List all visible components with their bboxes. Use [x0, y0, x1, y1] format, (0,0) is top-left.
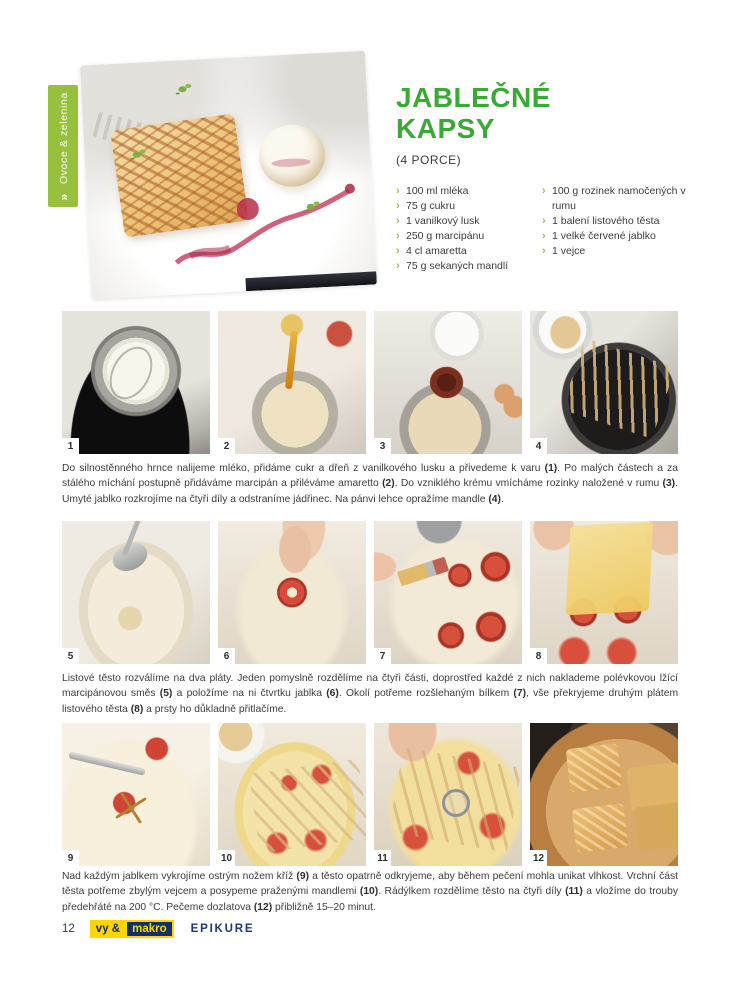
ingredient-item: › 75 g cukru: [396, 200, 456, 212]
step-photo-row-2: [62, 521, 678, 664]
chevron-bullet-icon: ›: [396, 260, 400, 272]
chevron-bullet-icon: ›: [542, 215, 546, 227]
vy-a-makro-logo: [90, 920, 174, 938]
step-photo-cutting-cross: [62, 723, 210, 866]
instructions-paragraph-2: Listové těsto rozválíme na dva pláty. Jeden pomyslně rozdělíme na čtyři části, doprostřed každé z nich naklademe polévkovou lžící marcipánovou směs (5) a položíme na ni čtvrtku jablka (6). Okolí potřeme rozšlehaným bílkem (7), vše překryjeme druhým plátem listového těsta (8) a prsty ho důkladně přitlačíme.: [62, 673, 679, 715]
ingredients-column-1: [396, 184, 542, 274]
step-number-badge: 10: [218, 850, 235, 866]
instructions-paragraph-1: Do silnostěnného hrnce nalijeme mléko, přidáme cukr a dřeň z vanilkového lusku a přivedeme k varu (1). Po malých částech a za stálého míchání postupně přidáváme marcipán a přiléváme amaretto (2). Do vzniklého krému vmícháme rozinky naložené v rumu (3). Umyté jablko rozkrojíme na čtyři díly a odstraníme jádřinec. Na pánvi lehce opražíme mandle (4).: [62, 463, 679, 505]
page-title-line1: JABLEČNÉ: [396, 82, 551, 113]
ingredients-column-2: [542, 184, 692, 274]
ingredient-item: › 1 vejce: [542, 245, 586, 257]
chevron-bullet-icon: ›: [396, 230, 400, 242]
chevron-bullet-icon: ›: [542, 245, 546, 257]
ingredient-item: › 1 vanilkový lusk: [396, 215, 480, 227]
step-photo-covering-pastry: [530, 521, 678, 664]
step-number-badge: 6: [218, 648, 235, 664]
category-tab: [48, 85, 78, 207]
category-tab-label: Ovoce & zelenina: [57, 91, 69, 184]
chevron-bullet-icon: ›: [542, 230, 546, 242]
step-photo-row-3: [62, 723, 678, 866]
step-number-badge: 7: [374, 648, 391, 664]
title-block: [396, 82, 676, 167]
chevron-bullet-icon: ›: [396, 200, 400, 212]
step-photo-row-1: [62, 311, 678, 454]
step-number-badge: 11: [374, 850, 391, 866]
berry-sauce-swirl: [80, 51, 377, 300]
magazine-name: EPIKURE: [190, 923, 255, 935]
step-number-badge: 1: [62, 438, 79, 454]
step-photo-baked-in-oven: [530, 723, 678, 866]
double-chevron-icon: »: [55, 192, 71, 201]
step-number-badge: 8: [530, 648, 547, 664]
step-number-badge: 9: [62, 850, 79, 866]
ingredient-item: › 100 g rozinek namočených v rumu: [542, 185, 686, 212]
servings-label: (4 PORCE): [396, 153, 462, 167]
step-photo-toasting-almonds: [530, 311, 678, 454]
baked-pocket-decor: [572, 803, 629, 853]
step-number-badge: 2: [218, 438, 235, 454]
step-photo-pouring-amaretto: [218, 311, 366, 454]
page-number: 12: [62, 923, 75, 935]
chevron-bullet-icon: ›: [396, 185, 400, 197]
ingredient-item: › 100 ml mléka: [396, 185, 469, 197]
herb-garnish: [178, 86, 186, 92]
ingredients-list: [396, 184, 692, 274]
step-photo-sprinkling-almonds: [218, 723, 366, 866]
step-photo-placing-apple: [218, 521, 366, 664]
page-title-line2: KAPSY: [396, 113, 495, 144]
page-footer: [62, 919, 254, 939]
ingredient-item: › 1 velké červené jablko: [542, 230, 656, 242]
ingredient-item: › 75 g sekaných mandlí: [396, 260, 509, 272]
step-number-badge: 3: [374, 438, 391, 454]
step-photo-spooning-marzipan: [62, 521, 210, 664]
logo-makro-segment: makro: [125, 920, 174, 938]
step-number-badge: 5: [62, 648, 79, 664]
ingredient-item: › 250 g marcipánu: [396, 230, 485, 242]
step-photo-pastry-wheel: [374, 723, 522, 866]
step-number-badge: 12: [530, 850, 547, 866]
ingredient-item: › 1 balení listového těsta: [542, 215, 660, 227]
step-number-badge: 4: [530, 438, 547, 454]
category-tab-inner: [57, 92, 70, 201]
hero-dish-photo: [80, 51, 377, 300]
instructions-paragraph-3: Nad každým jablkem vykrojíme ostrým nožem kříž (9) a těsto opatrně odkryjeme, aby během pečení mohla unikat vlhkost. Vrchní část těsta potřeme zbylým vejcem a posypeme praženými mandlemi (10). Rádýlkem rozdělíme těsto na čtyři díly (11) a vložíme do trouby předehřáté na 200 °C. Pečeme dozlatova (12) přibližně 15–20 minut.: [62, 871, 678, 913]
ingredient-item: › 4 cl amaretta: [396, 245, 467, 257]
step-photo-adding-raisins: [374, 311, 522, 454]
step-photo-brushing-egg-white: [374, 521, 522, 664]
chevron-bullet-icon: ›: [396, 245, 400, 257]
chevron-bullet-icon: ›: [542, 185, 546, 197]
chevron-bullet-icon: ›: [396, 215, 400, 227]
step-photo-pot-with-milk-and-whisk: [62, 311, 210, 454]
baked-pocket-decor: [566, 743, 623, 793]
logo-vy-segment: vy &: [90, 920, 125, 938]
